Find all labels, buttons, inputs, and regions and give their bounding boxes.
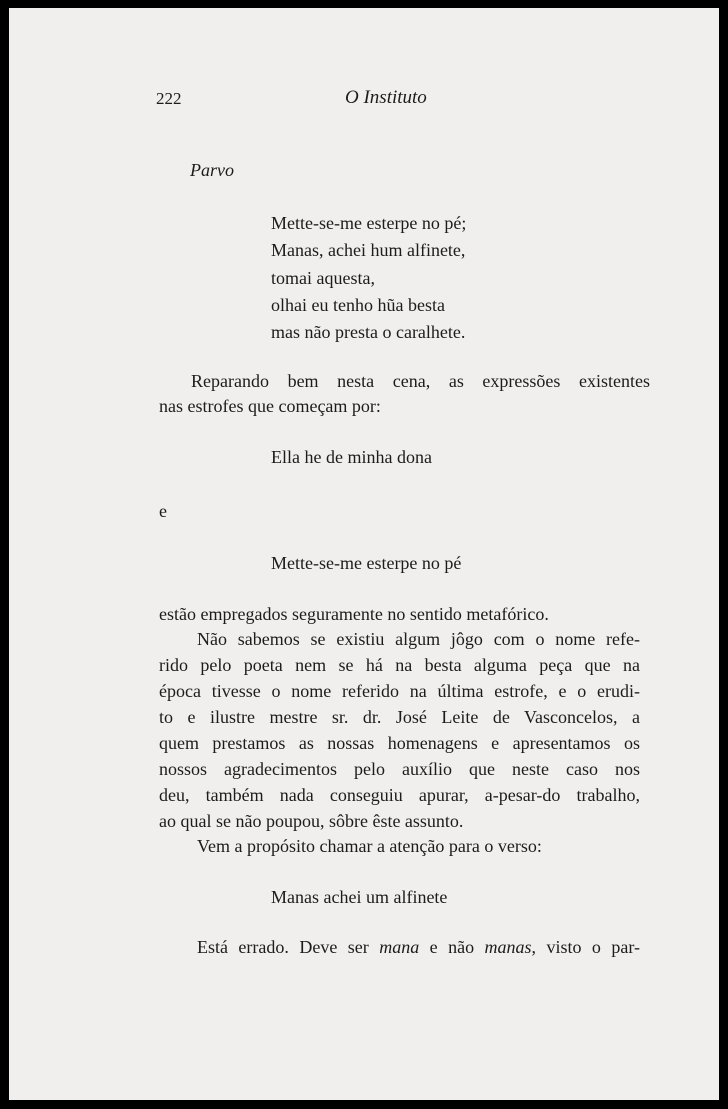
verse-line: Manas, achei hum alfinete, xyxy=(271,240,466,260)
text-run: e não xyxy=(419,937,485,957)
paragraph-line: Reparando bem nesta cena, as expressões existentes xyxy=(191,371,650,391)
paragraph-line: deu, também nada conseguiu apurar, a-pesar-do trabalho, xyxy=(159,785,640,805)
verse-line: tomai aquesta, xyxy=(271,268,375,288)
book-page xyxy=(9,8,719,1100)
paragraph-line xyxy=(197,938,640,956)
paragraph-line: nas estrofes que começam por: xyxy=(159,396,381,416)
paragraph-line: rido pelo poeta nem se há na besta alguma peça que na xyxy=(159,655,640,675)
paragraph-line: estão empregados seguramente no sentido metafórico. xyxy=(159,604,549,624)
paragraph-line: to e ilustre mestre sr. dr. José Leite de Vasconcelos, a xyxy=(159,707,640,727)
running-title: O Instituto xyxy=(345,87,427,108)
quote-line: Mette-se-me esterpe no pé xyxy=(271,553,462,573)
verse-line: Mette-se-me esterpe no pé; xyxy=(271,213,467,233)
paragraph-line: época tivesse o nome referido na última estrofe, e o erudi- xyxy=(159,681,640,701)
paragraph-line: Vem a propósito chamar a atenção para o verso: xyxy=(197,836,542,856)
emphasis: manas xyxy=(484,937,532,957)
conjunction: e xyxy=(159,501,167,521)
paragraph-line: Não sabemos se existiu algum jôgo com o nome refe- xyxy=(197,629,640,649)
quote-line: Ella he de minha dona xyxy=(271,447,432,467)
quote-line: Manas achei um alfinete xyxy=(271,887,448,907)
paragraph-line: ao qual se não poupou, sôbre êste assunto. xyxy=(159,811,464,831)
emphasis: mana xyxy=(379,937,420,957)
speaker-name: Parvo xyxy=(190,160,234,180)
text-run: , visto o par- xyxy=(531,937,640,957)
text-run: Está errado. Deve ser xyxy=(197,937,380,957)
verse-line: olhai eu tenho hũa besta xyxy=(271,295,445,315)
page-number: 222 xyxy=(156,89,182,108)
verse-line: mas não presta o caralhete. xyxy=(271,322,466,342)
paragraph-line: quem prestamos as nossas homenagens e apresentamos os xyxy=(159,733,640,753)
paragraph-line: nossos agradecimentos pelo auxílio que neste caso nos xyxy=(159,759,640,779)
